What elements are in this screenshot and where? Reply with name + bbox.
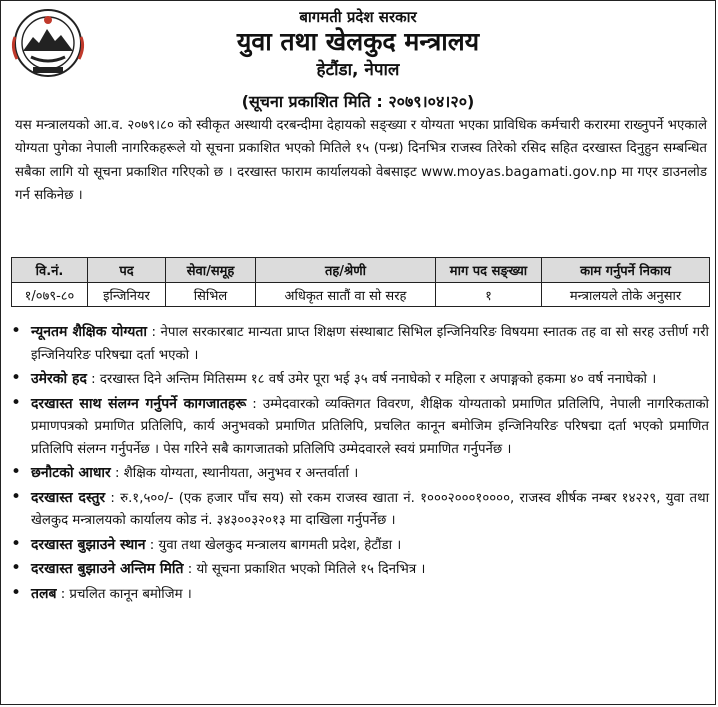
list-item [9,462,709,486]
item-text: : उम्मेदवारको व्यक्तिगत विवरण, शैक्षिक योग्यताको प्रमाणित प्रतिलिपि, नेपाली नागरिकताको प्रमाणपत्रको प्रमाणित प्रतिलिपि, कार्य अनुभवको प्रमाणित प्रतिलिपि, प्रचलित कानून बमोजिम इन्जिनियरिङ परिषद्मा दर्ता भएको प्रमाणित प्रतिलिपि संलग्न गर्नुपर्नेछ । पेस गरिने सबै कागजातको प्रतिलिपि उम्मेदवारले स्वयं प्रमाणित गर्नुपर्नेछ । [31,396,709,457]
item-text: : प्रचलित कानून बमोजिम । [56,586,192,602]
item-text: : शैक्षिक योग्यता, स्थानीयता, अनुभव र अन्तर्वार्ता । [110,466,359,481]
table-cell: सिभिल [166,283,256,307]
list-item [9,558,709,582]
vacancy-table [11,257,710,307]
column-header: माग पद सङ्ख्या [436,258,542,283]
table-cell: अधिकृत सातौं वा सो सरह [256,283,436,307]
list-item [9,393,709,462]
column-header: वि.नं. [12,258,88,283]
list-item [9,583,709,607]
item-label: दरखास्त बुझाउने अन्तिम मिति [31,561,184,577]
list-item [9,321,709,367]
notice-date: (सूचना प्रकाशित मिति : २०७९।०४।२०) [241,92,475,111]
list-item [9,487,709,533]
table-cell: इन्जिनियर [88,283,166,307]
intro-paragraph: यस मन्त्रालयको आ.व. २०७९।८० को स्वीकृत अस्थायी दरबन्दीमा देहायको सङ्ख्या र योग्यता भएका प्राविधिक कर्मचारी करारमा राख्नुपर्ने भएकाले योग्यता पुगेका नेपाली नागरिकहरूले यो सूचना प्रकाशित भएको मितिले १५ (पन्ध्र) दिनभित्र राजस्व तिरेको रसिद सहित दरखास्त दिनुहुन सम्बन्धित सबैका लागि यो सूचना प्रकाशित गरिएको छ । दरखास्त फाराम कार्यालयको वेबसाइट www.moyas.bagamati.gov.np मा गएर डाउनलोड गर्न सकिनेछ । [15,118,707,204]
table-header-row [12,258,710,283]
bullet-icon: • [11,486,22,507]
item-label: दरखास्त साथ संलग्न गर्नुपर्ने कागजातहरू [31,395,247,412]
item-text: : रु.१,५००/- (एक हजार पाँच सय) सो रकम राजस्व खाता नं. १०००२०००१००००, राजस्व शीर्षक नम्बर १४२२९, युवा तथा खेलकुद मन्त्रालयको कार्यालय कोड नं. ३४३००३२०१३ मा दाखिला गर्नुपर्नेछ । [31,490,710,528]
bullet-icon: • [11,533,22,554]
item-label: न्यूनतम शैक्षिक योग्यता [31,324,147,340]
table-cell: १/०७९-८० [12,283,88,307]
government-name: बागमती प्रदेश सरकार [299,8,417,26]
column-header: पद [88,258,166,283]
office-location: हेटौंडा, नेपाल [316,60,400,80]
table-cell: १ [436,283,542,307]
bullet-icon: • [11,321,22,341]
item-label: तलब [31,585,57,602]
item-label: छनौटको आधार [31,465,111,481]
item-text: : युवा तथा खेलकुद मन्त्रालय बागमती प्रदेश, हेटौंडा । [145,537,402,553]
item-text: : दरखास्त दिने अन्तिम मितिसम्म १८ वर्ष उमेर पूरा भई ३५ वर्ष ननाघेको र महिला र अपाङ्गको हकमा ४० वर्ष ननाघेको । [86,372,657,387]
item-label: दरखास्त दस्तुर [31,489,106,506]
bullet-icon: • [11,368,22,388]
bullet-icon: • [11,392,22,413]
table-row [12,283,710,307]
item-label: दरखास्त बुझाउने स्थान [31,536,146,553]
column-header: तह/श्रेणी [256,258,436,283]
bullet-icon: • [11,558,22,578]
column-header: सेवा/समूह [166,258,256,283]
list-item [9,534,709,558]
item-label: उमेरको हद [31,371,87,387]
bullet-icon: • [11,462,22,482]
ministry-name: युवा तथा खेलकुद मन्त्रालय [236,27,480,56]
item-text: : नेपाल सरकारबाट मान्यता प्राप्त शिक्षण संस्थाबाट सिभिल इन्जिनियरिङ विषयमा स्नातक तह वा सो सरह उत्तीर्ण गरी इन्जिनियरिङ परिषद्मा दर्ता भएको । [31,325,709,363]
column-header: काम गर्नुपर्ने निकाय [542,258,710,283]
bullet-icon: • [11,582,22,603]
requirements-list [9,321,709,606]
table-cell: मन्त्रालयले तोके अनुसार [542,283,710,307]
list-item [9,368,709,392]
item-text: : यो सूचना प्रकाशित भएको मितिले १५ दिनभित्र । [183,562,426,577]
